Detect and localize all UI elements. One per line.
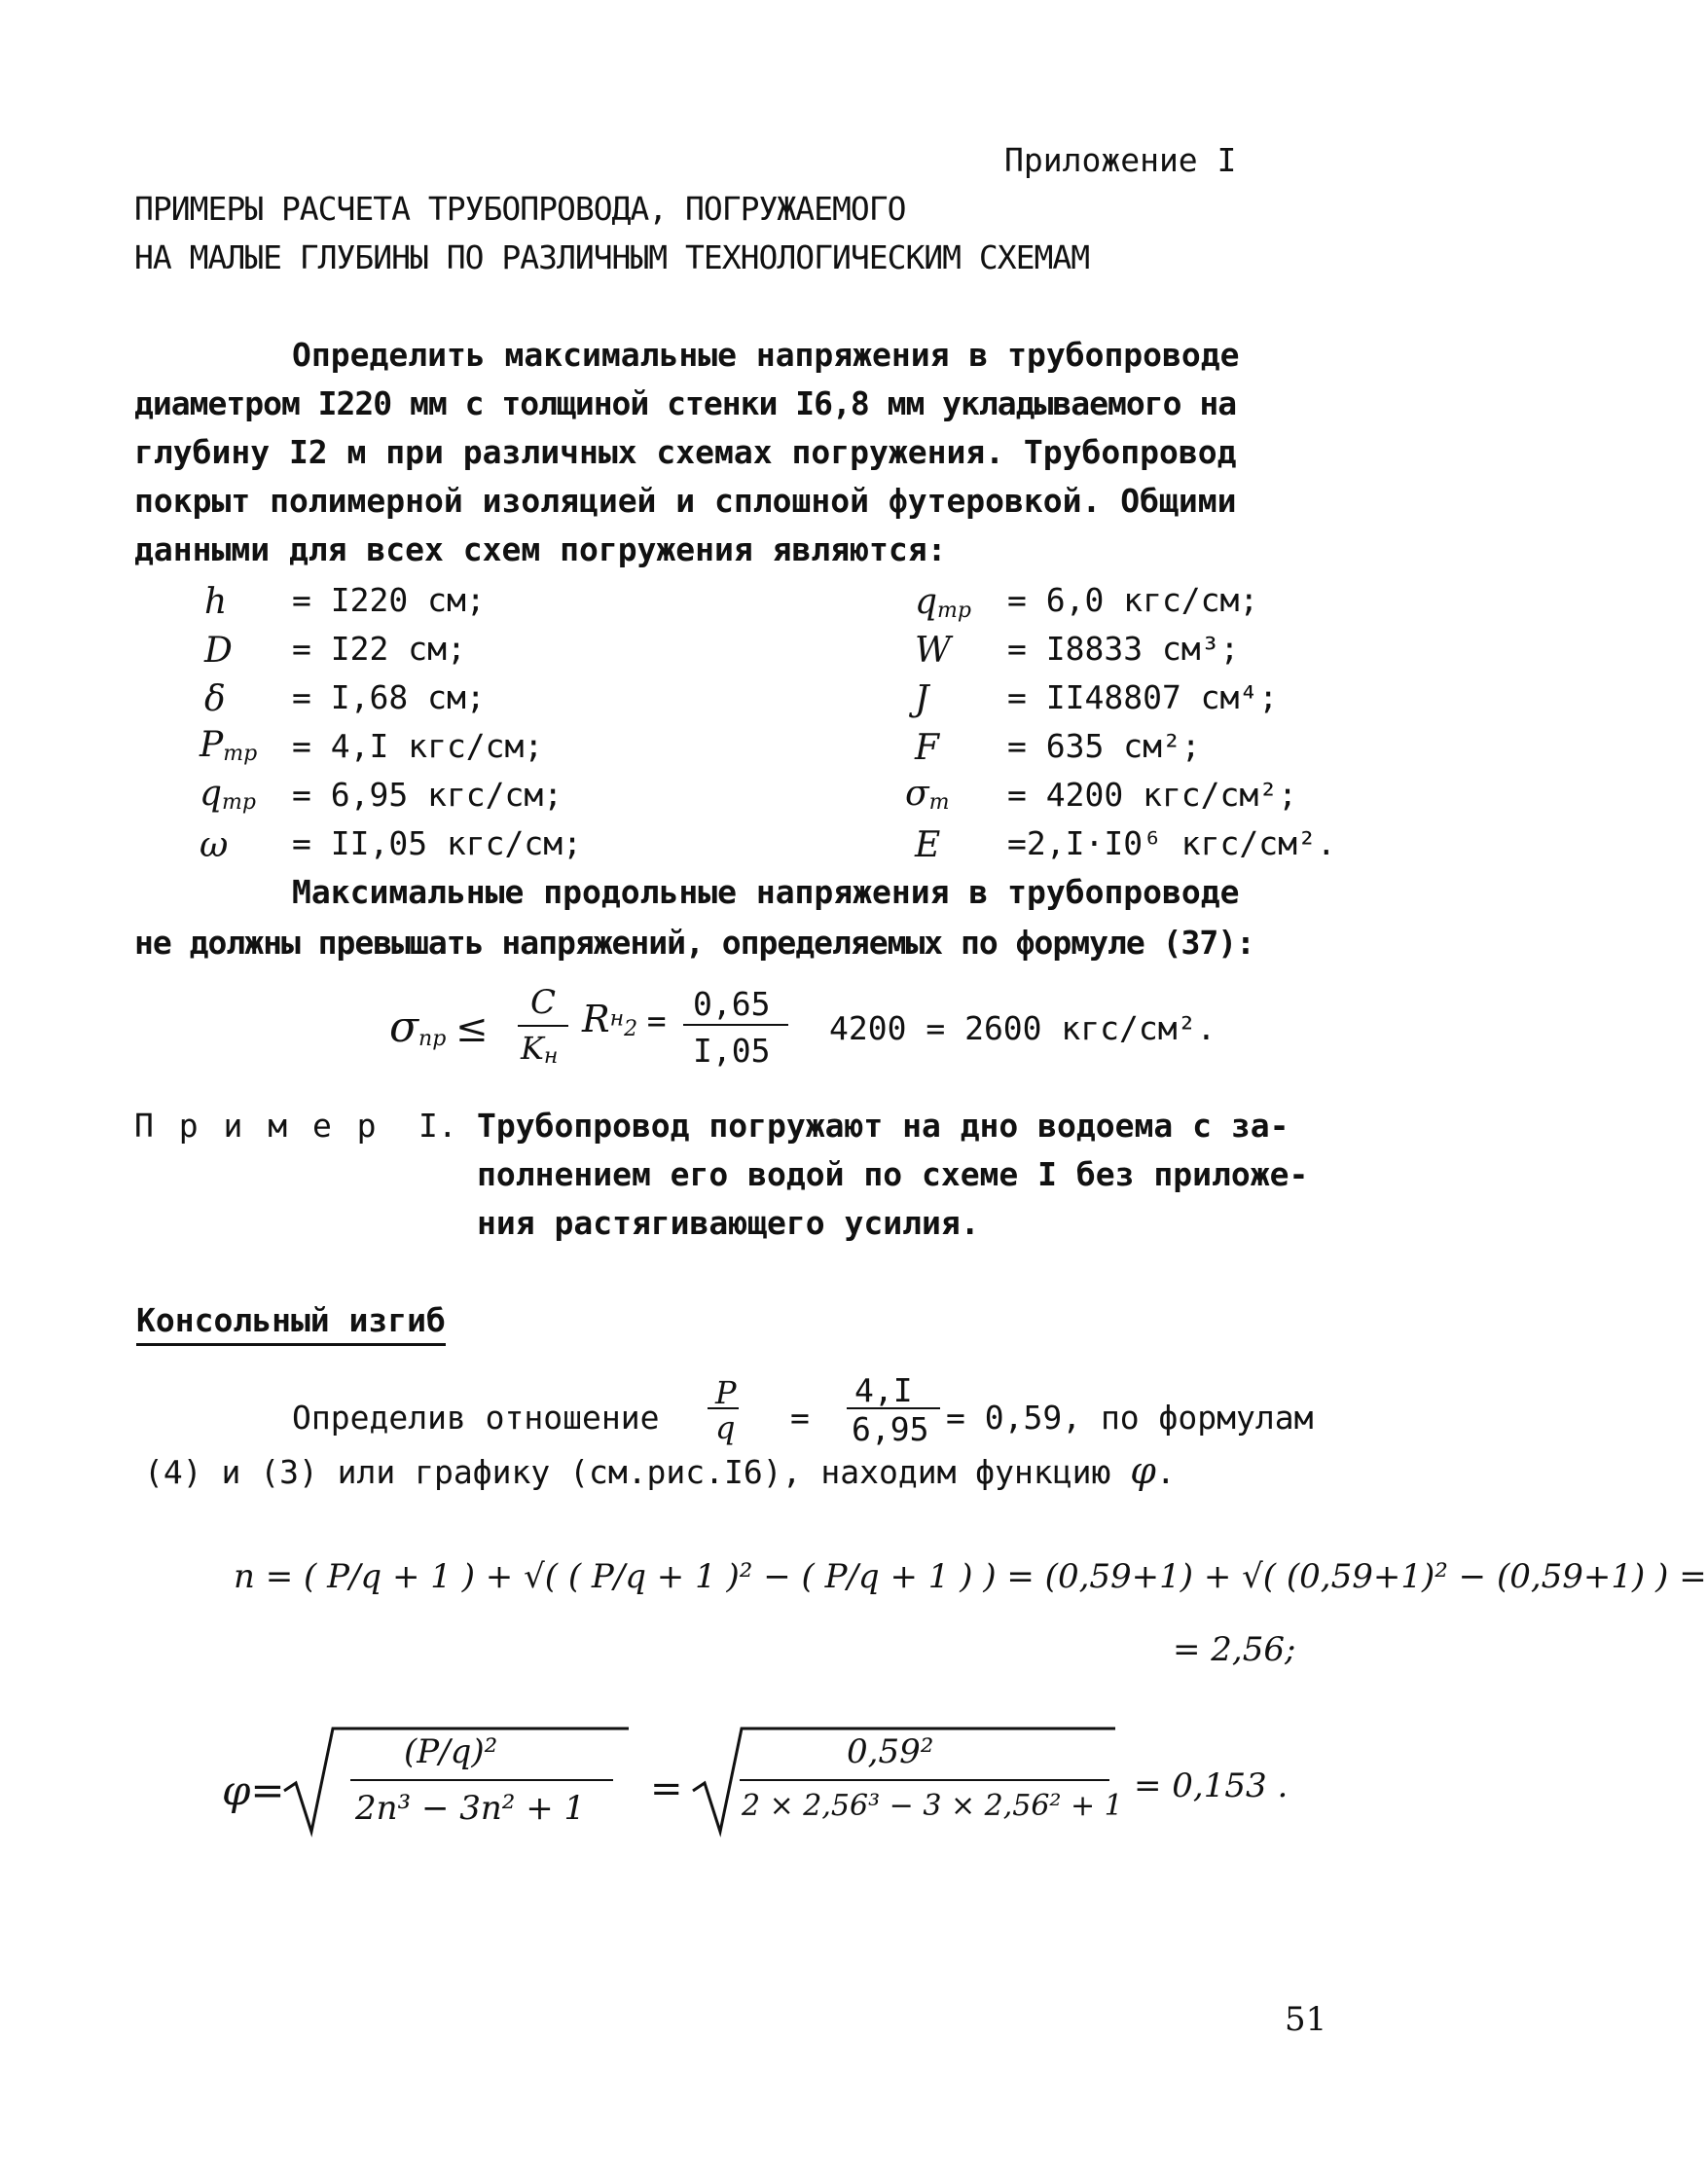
formula-phi-den-1: 2n³ − 3n² + 1 xyxy=(355,1789,586,1828)
param-left-3-value: = 4,I кгс/см; xyxy=(292,727,544,765)
param-right-0: qтр xyxy=(915,582,971,624)
formula1-r: Rн2 = xyxy=(582,998,667,1042)
example-line-3: ния растягивающего усилия. xyxy=(477,1204,980,1242)
param-left-1: D xyxy=(204,631,233,671)
formula-n: n = ( P/q + 1 ) + √( ( P/q + 1 )² − ( P/q + 1 ) ) = (0,59+1) + √( (0,59+1)² − (0,59+1) ) = xyxy=(234,1557,1707,1596)
param-left-0: h xyxy=(204,582,228,622)
max-stress-line-2: не должны превышать напряжений, определяемых по формуле (37): xyxy=(134,924,1254,962)
param-left-1-value: = I22 см; xyxy=(292,630,466,668)
param-right-3-value: = 635 см²; xyxy=(1007,727,1201,765)
param-right-4: σт xyxy=(905,774,950,816)
formula-phi-bar-1 xyxy=(350,1779,613,1781)
param-left-5-value: = II,05 кгс/см; xyxy=(292,824,583,862)
example-line-2: полнением его водой по схеме I без приложе- xyxy=(477,1155,1309,1193)
param-right-5: E xyxy=(915,825,941,865)
appendix-label: Приложение I xyxy=(1004,141,1237,179)
formula1-result: 4200 = 2600 кгс/см². xyxy=(829,1009,1217,1047)
example-label: П р и м е р xyxy=(134,1107,380,1145)
example-line-1: Трубопровод погружают на дно водоема с за- xyxy=(477,1107,1289,1145)
param-left-0-value: = I220 см; xyxy=(292,581,486,619)
formula1-kh: Kн xyxy=(521,1030,559,1070)
ratio-eq: = xyxy=(790,1399,810,1437)
param-right-2: J xyxy=(915,679,929,719)
param-right-0-value: = 6,0 кгс/см; xyxy=(1007,581,1259,619)
ratio-lead: Определив отношение xyxy=(292,1399,660,1437)
formula1-numerator: 0,65 xyxy=(693,985,771,1023)
param-left-4: qтр xyxy=(200,774,256,816)
formula1-fraction-bar-2 xyxy=(683,1024,788,1026)
intro-line-2: диаметром I220 мм с толщиной стенки I6,8 мм укладываемого на xyxy=(134,384,1237,422)
ratio-line-2: (4) и (3) или графику (см.рис.I6), находим функцию φ. xyxy=(144,1449,1176,1492)
intro-line-4: покрыт полимерной изоляцией и сплошной футеровкой. Общими xyxy=(134,482,1237,520)
formula-phi-den-2: 2 × 2,56³ − 3 × 2,56² + 1 xyxy=(742,1789,1123,1823)
param-right-1: W xyxy=(915,631,952,671)
intro-line-1: Определить максимальные напряжения в трубопроводе xyxy=(292,336,1240,374)
ratio-p: P xyxy=(715,1374,737,1411)
formula-phi-num-1: (P/q)² xyxy=(404,1732,498,1771)
param-left-5: ω xyxy=(200,825,229,865)
formula-phi-lhs: φ= xyxy=(222,1766,285,1814)
formula-phi-eq-2: = xyxy=(650,1766,683,1811)
param-left-3: Pтр xyxy=(200,725,258,767)
param-left-2-value: = I,68 см; xyxy=(292,678,486,716)
param-right-1-value: = I8833 см³; xyxy=(1007,630,1240,668)
param-right-3: F xyxy=(915,728,939,768)
title-line-1: ПРИМЕРЫ РАСЧЕТА ТРУБОПРОВОДА, ПОГРУЖАЕМОГО xyxy=(134,190,906,228)
intro-line-3: глубину I2 м при различных схемах погружения. Трубопровод xyxy=(134,433,1237,471)
ratio-num: 4,I xyxy=(854,1371,913,1409)
intro-line-5: данными для всех схем погружения являются: xyxy=(134,530,947,568)
param-right-5-value: =2,I·I0⁶ кгс/см². xyxy=(1007,824,1336,862)
param-left-2: δ xyxy=(204,679,226,719)
formula1-c: C xyxy=(530,983,557,1022)
page-number: 51 xyxy=(1285,2000,1327,2039)
formula1-denominator: I,05 xyxy=(693,1032,771,1070)
param-left-4-value: = 6,95 кгс/см; xyxy=(292,776,563,814)
section-heading: Консольный изгиб xyxy=(136,1304,446,1336)
title-line-2: НА МАЛЫЕ ГЛУБИНЫ ПО РАЗЛИЧНЫМ ТЕХНОЛОГИЧЕСКИМ СХЕМАМ xyxy=(134,238,1090,276)
ratio-tail: = 0,59, по формулам xyxy=(946,1399,1314,1437)
formula-n-result: = 2,56; xyxy=(1173,1630,1296,1669)
formula1-fraction-bar-1 xyxy=(518,1025,568,1027)
param-right-2-value: = II48807 см⁴; xyxy=(1007,678,1279,716)
max-stress-line-1: Максимальные продольные напряжения в трубопроводе xyxy=(292,873,1240,911)
formula-phi-result: = 0,153 . xyxy=(1134,1766,1289,1805)
example-number: I. xyxy=(418,1107,457,1145)
formula1-lhs: σпр ≤ xyxy=(389,1002,489,1052)
ratio-q: q xyxy=(715,1409,736,1446)
ratio-bar-2 xyxy=(847,1407,940,1409)
formula-phi-num-2: 0,59² xyxy=(847,1732,934,1771)
ratio-den: 6,95 xyxy=(852,1410,929,1448)
formula-phi-bar-2 xyxy=(740,1779,1109,1781)
param-right-4-value: = 4200 кгс/см²; xyxy=(1007,776,1298,814)
